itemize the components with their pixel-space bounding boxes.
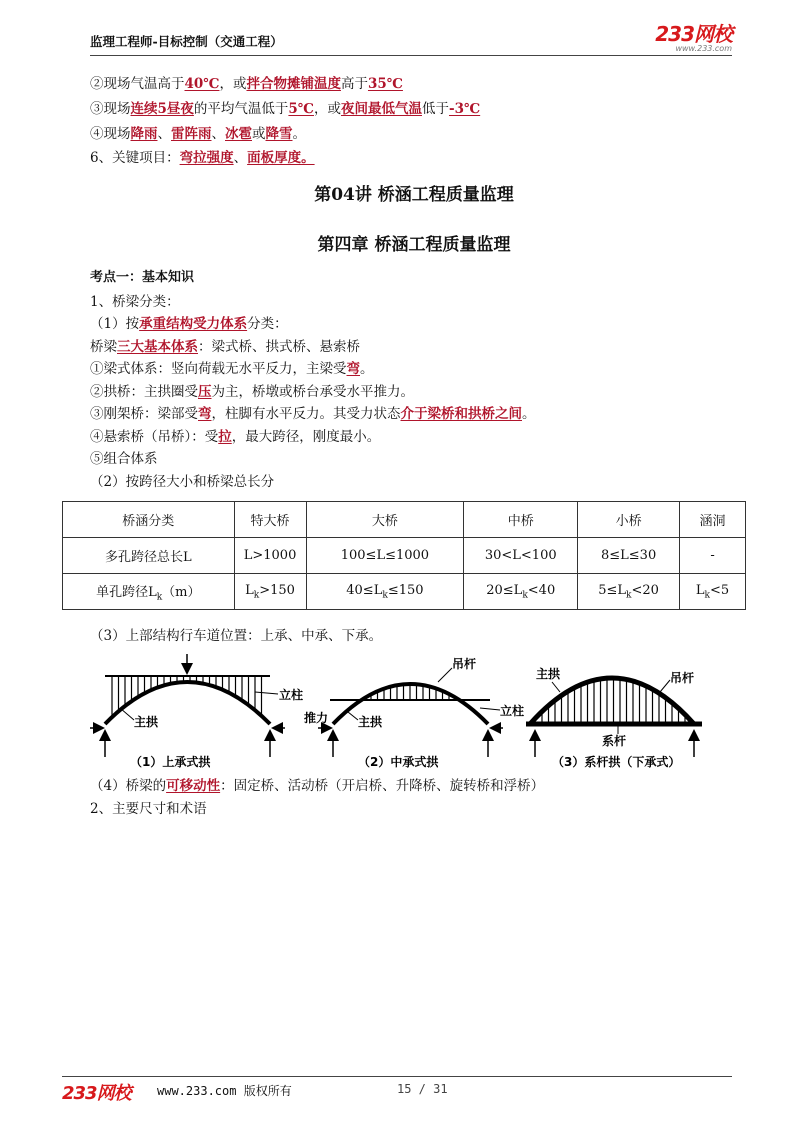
- keyword: 降雨: [130, 126, 158, 142]
- arch-label: 主拱: [134, 715, 159, 729]
- keyword: -3℃: [448, 101, 481, 117]
- keyword: 面板厚度。: [247, 150, 315, 166]
- logo-url: www.233.com: [675, 44, 732, 53]
- text: 高于: [340, 76, 368, 92]
- text: 或: [252, 126, 266, 142]
- cell-text: （m）: [162, 584, 201, 600]
- cell-text: <20: [631, 582, 659, 598]
- text: 为主，桥墩或桥台承受水平推力。: [211, 384, 414, 400]
- text-line-by-span: （2）按跨径大小和桥梁总长分: [90, 474, 275, 490]
- table-cell: [464, 574, 578, 610]
- cell-text: 40≤L: [346, 582, 383, 598]
- table-header-cell: 大桥: [306, 502, 464, 538]
- keyword: 连续5昼夜: [130, 101, 194, 117]
- keyword: 5℃: [288, 101, 314, 117]
- table-header-cell: 中桥: [464, 502, 578, 538]
- table-header-cell: 桥涵分类: [63, 502, 235, 538]
- tie-label: 系杆: [602, 734, 627, 748]
- keyword: 弯拉强度: [179, 150, 234, 166]
- cell-text: 5≤L: [598, 582, 627, 598]
- cell-text: 单孔跨径L: [96, 584, 157, 600]
- leader-line: [552, 682, 560, 692]
- text-line-deck-position: （3）上部结构行车道位置：上承、中承、下承。: [90, 628, 383, 644]
- page-header: [90, 22, 732, 56]
- text: 。: [292, 126, 306, 142]
- text: ④现场: [90, 126, 131, 142]
- keyword: 35℃: [367, 76, 403, 92]
- text: 桥梁: [90, 339, 117, 355]
- keyword: 40℃: [184, 76, 220, 92]
- text-line-suspension: [90, 427, 380, 447]
- text: （1）按: [90, 316, 140, 332]
- table-cell: -: [680, 538, 746, 574]
- table-cell: 30<L<100: [464, 538, 578, 574]
- text-line-rigid-frame: [90, 404, 536, 424]
- keyword: 拉: [218, 429, 232, 445]
- table-cell: L>1000: [234, 538, 306, 574]
- keyword: 弯: [198, 406, 212, 422]
- hanger-label: 吊杆: [670, 671, 695, 685]
- logo-text: 233网校: [655, 22, 732, 46]
- table-cell: 100≤L≤1000: [306, 538, 464, 574]
- text: ③刚架桥：梁部受: [90, 406, 198, 422]
- half-through-arch-caption: （2）中承式拱: [358, 755, 439, 769]
- vertical-hangers: [542, 678, 685, 724]
- leader-line: [660, 680, 670, 692]
- text: （4）桥梁的: [90, 778, 167, 794]
- text: 低于: [421, 101, 449, 117]
- text: ④悬索桥（吊桥）：受: [90, 429, 219, 445]
- text-line-three-systems: [90, 337, 360, 357]
- text: 、: [233, 150, 248, 166]
- lecture-heading-text: 第04讲 桥涵工程质量监理: [314, 185, 514, 205]
- cell-text: >150: [259, 582, 295, 598]
- cell-subscript: k: [522, 590, 528, 601]
- column-label: 立柱: [279, 688, 304, 702]
- half-through-arch-figure: [304, 656, 524, 769]
- header-title: 监理工程师-目标控制（交通工程）: [90, 34, 283, 49]
- keyword: 压: [198, 384, 212, 400]
- tied-arch-caption: （3）系杆拱（下承式）: [552, 755, 681, 769]
- table-row: [63, 574, 746, 610]
- table-header-cell: 小桥: [578, 502, 680, 538]
- text-line-arch: [90, 382, 414, 402]
- keyword: 弯: [346, 361, 360, 377]
- leader-line: [348, 712, 358, 720]
- text: 6、关键项目：: [90, 150, 180, 166]
- column-label: 立柱: [500, 704, 525, 718]
- text-line-temp-high: [90, 74, 403, 94]
- keyword: 承重结构受力体系: [139, 316, 248, 332]
- text-line-key-items: [90, 148, 315, 168]
- table-cell: [306, 574, 464, 610]
- arch-label: 主拱: [536, 667, 561, 681]
- leader-line: [120, 708, 134, 720]
- table-cell: [63, 574, 235, 610]
- keyword: 雷阵雨: [171, 126, 212, 142]
- section-bridge-classification: 1、桥梁分类：: [90, 294, 180, 310]
- text: 的平均气温低于: [193, 101, 289, 117]
- keyword: 夜间最低气温: [340, 101, 422, 117]
- main-arch: [105, 682, 270, 724]
- text-line-movability: [90, 776, 544, 796]
- leader-line: [255, 692, 278, 694]
- key-point-title: 考点一：基本知识: [90, 270, 195, 285]
- cell-subscript: k: [382, 590, 388, 601]
- text: ，最大跨径，刚度最小。: [231, 429, 381, 445]
- text: ③现场: [90, 101, 131, 117]
- leader-line: [438, 668, 452, 682]
- cell-subscript: k: [704, 590, 710, 601]
- chapter-heading-text: 第四章 桥涵工程质量监理: [317, 235, 511, 255]
- cell-subscript: k: [253, 590, 260, 601]
- arch-label: 主拱: [358, 715, 383, 729]
- text: 、: [211, 126, 225, 142]
- footer-copyright: www.233.com 版权所有: [157, 1084, 292, 1098]
- text: ，或: [313, 101, 341, 117]
- text: ②现场气温高于: [90, 76, 185, 92]
- deck-arch-caption: （1）上承式拱: [130, 755, 211, 769]
- text: ：固定桥、活动桥（开启桥、升降桥、旋转桥和浮桥）: [220, 778, 545, 794]
- cell-text: L: [245, 582, 254, 598]
- table-cell: 8≤L≤30: [578, 538, 680, 574]
- keyword: 可移动性: [166, 778, 221, 794]
- chapter-heading: [0, 230, 800, 255]
- text: ，或: [219, 76, 247, 92]
- cell-subscript: k: [156, 592, 163, 603]
- text: ，柱脚有水平反力。其受力状态: [211, 406, 401, 422]
- text: ①梁式体系：竖向荷载无水平反力，主梁受: [90, 361, 347, 377]
- keyword: 三大基本体系: [117, 339, 198, 355]
- footer-logo[interactable]: 233网校: [62, 1083, 131, 1104]
- text: 、: [157, 126, 171, 142]
- text-line-by-structure: [90, 314, 288, 334]
- cell-text: 20≤L: [486, 582, 523, 598]
- table-cell: 多孔跨径总长L: [63, 538, 235, 574]
- page-footer: [62, 1076, 732, 1104]
- text: 分类：: [247, 316, 288, 332]
- tied-arch-figure: [526, 666, 702, 769]
- deck-arch-figure: [90, 654, 303, 769]
- text: 。: [522, 406, 536, 422]
- text: ：梁式桥、拱式桥、悬索桥: [198, 339, 360, 355]
- text: ②拱桥：主拱圈受: [90, 384, 198, 400]
- leader-line: [480, 708, 500, 710]
- table-header-row: [63, 502, 746, 538]
- text-line-weather: [90, 124, 306, 144]
- table-cell: [578, 574, 680, 610]
- page-number: 15 / 31: [397, 1082, 448, 1096]
- text-line-temp-low: [90, 99, 480, 119]
- keyword: 拌合物摊铺温度: [246, 76, 341, 92]
- text-line-beam: [90, 359, 374, 379]
- keyword: 降雪: [265, 126, 293, 142]
- hanger-label: 吊杆: [452, 657, 477, 671]
- text: 。: [360, 361, 374, 377]
- keyword: 冰雹: [225, 126, 252, 142]
- brand-logo[interactable]: [655, 24, 732, 53]
- section-dimensions-terms: 2、主要尺寸和术语: [90, 801, 207, 817]
- lecture-heading: [0, 180, 800, 205]
- table-cell: [234, 574, 306, 610]
- table-row: [63, 538, 746, 574]
- table-header-cell: 涵洞: [680, 502, 746, 538]
- arch-types-diagram: [90, 652, 720, 772]
- keyword: 介于梁桥和拱桥之间: [400, 406, 522, 422]
- cell-text: L: [695, 582, 705, 598]
- cell-text: <40: [527, 582, 556, 598]
- text-line-combined: ⑤组合体系: [90, 451, 158, 467]
- table-header-cell: 特大桥: [234, 502, 306, 538]
- table-cell: [680, 574, 746, 610]
- span-classification-table: [62, 501, 746, 610]
- thrust-label: 推力: [304, 711, 329, 725]
- cell-text: ≤150: [387, 582, 424, 598]
- cell-text: <5: [709, 582, 730, 598]
- cell-subscript: k: [626, 590, 632, 601]
